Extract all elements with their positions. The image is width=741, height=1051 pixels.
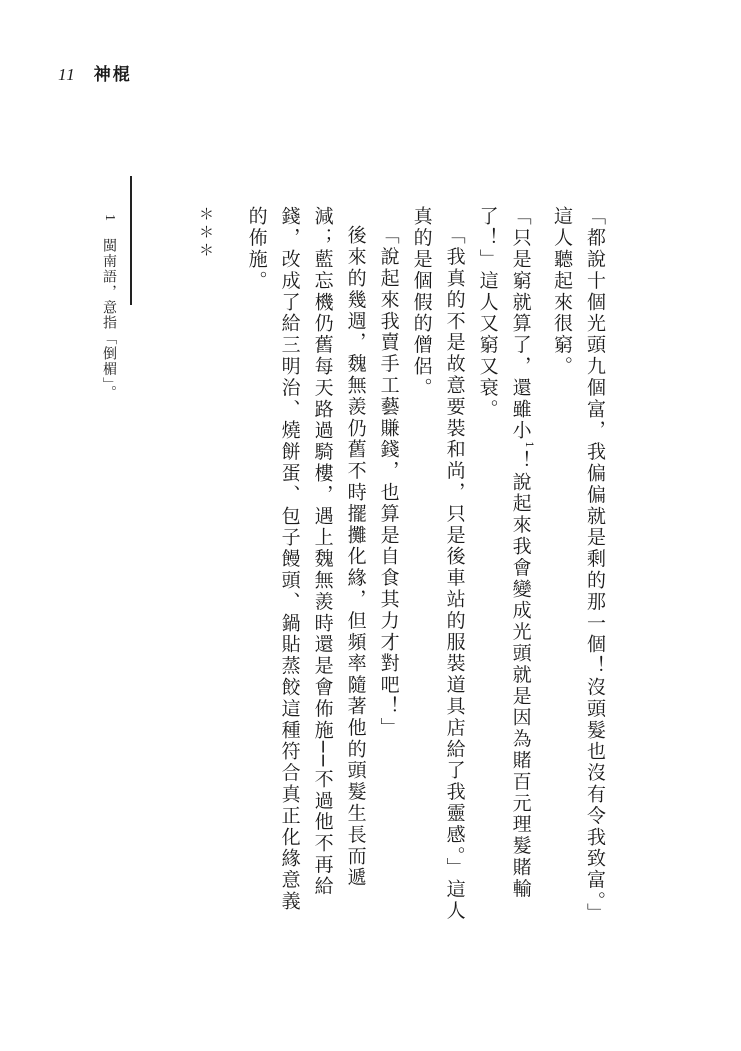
- footnote-divider: [130, 176, 132, 305]
- paragraph-text: 「只是窮就算了，還雖小: [509, 206, 532, 442]
- paragraph: 「都說十個光頭九個富，我偏偏就是剩的那一個！沒頭髮也沒有令我致富。」這人聽起來很窮。: [551, 206, 606, 925]
- footnote-text: 閩南語，意指「倒楣」。: [101, 238, 117, 401]
- page-header: [58, 60, 132, 85]
- page-number: 11: [58, 65, 76, 84]
- footnote-reference: 1: [523, 441, 534, 451]
- paragraph: 「說起來我賣手工藝賺錢，也算是自食其力才對吧！」: [377, 225, 400, 739]
- paragraph: 「我真的不是故意要裝和尚，只是後車站的服裝道具店給了我靈感。」這人真的是個假的僧侶。: [410, 206, 466, 922]
- scene-separator: ＊＊＊: [197, 206, 215, 260]
- chapter-title: 神棍: [93, 65, 132, 85]
- body-text: [240, 206, 611, 926]
- paragraph-text: ！說起來我會變成光頭就是因為賭百元理髮賭輸了！」這人又窮又衰。: [476, 206, 532, 900]
- footnote: [98, 214, 120, 401]
- paragraph: 後來的幾週，魏無羨仍舊不時擺攤化緣，但頻率隨著他的頭髮生長而遞減；藍忘機仍舊每天路過騎樓，遇上魏無羨時還是會佈施──不過他不再給錢，改成了給三明治、燒餅蛋、包子饅頭、鍋貼蒸餃這種符合真正化緣意義的佈施。: [245, 206, 367, 913]
- footnote-number: 1: [102, 214, 117, 223]
- paragraph: [471, 206, 545, 926]
